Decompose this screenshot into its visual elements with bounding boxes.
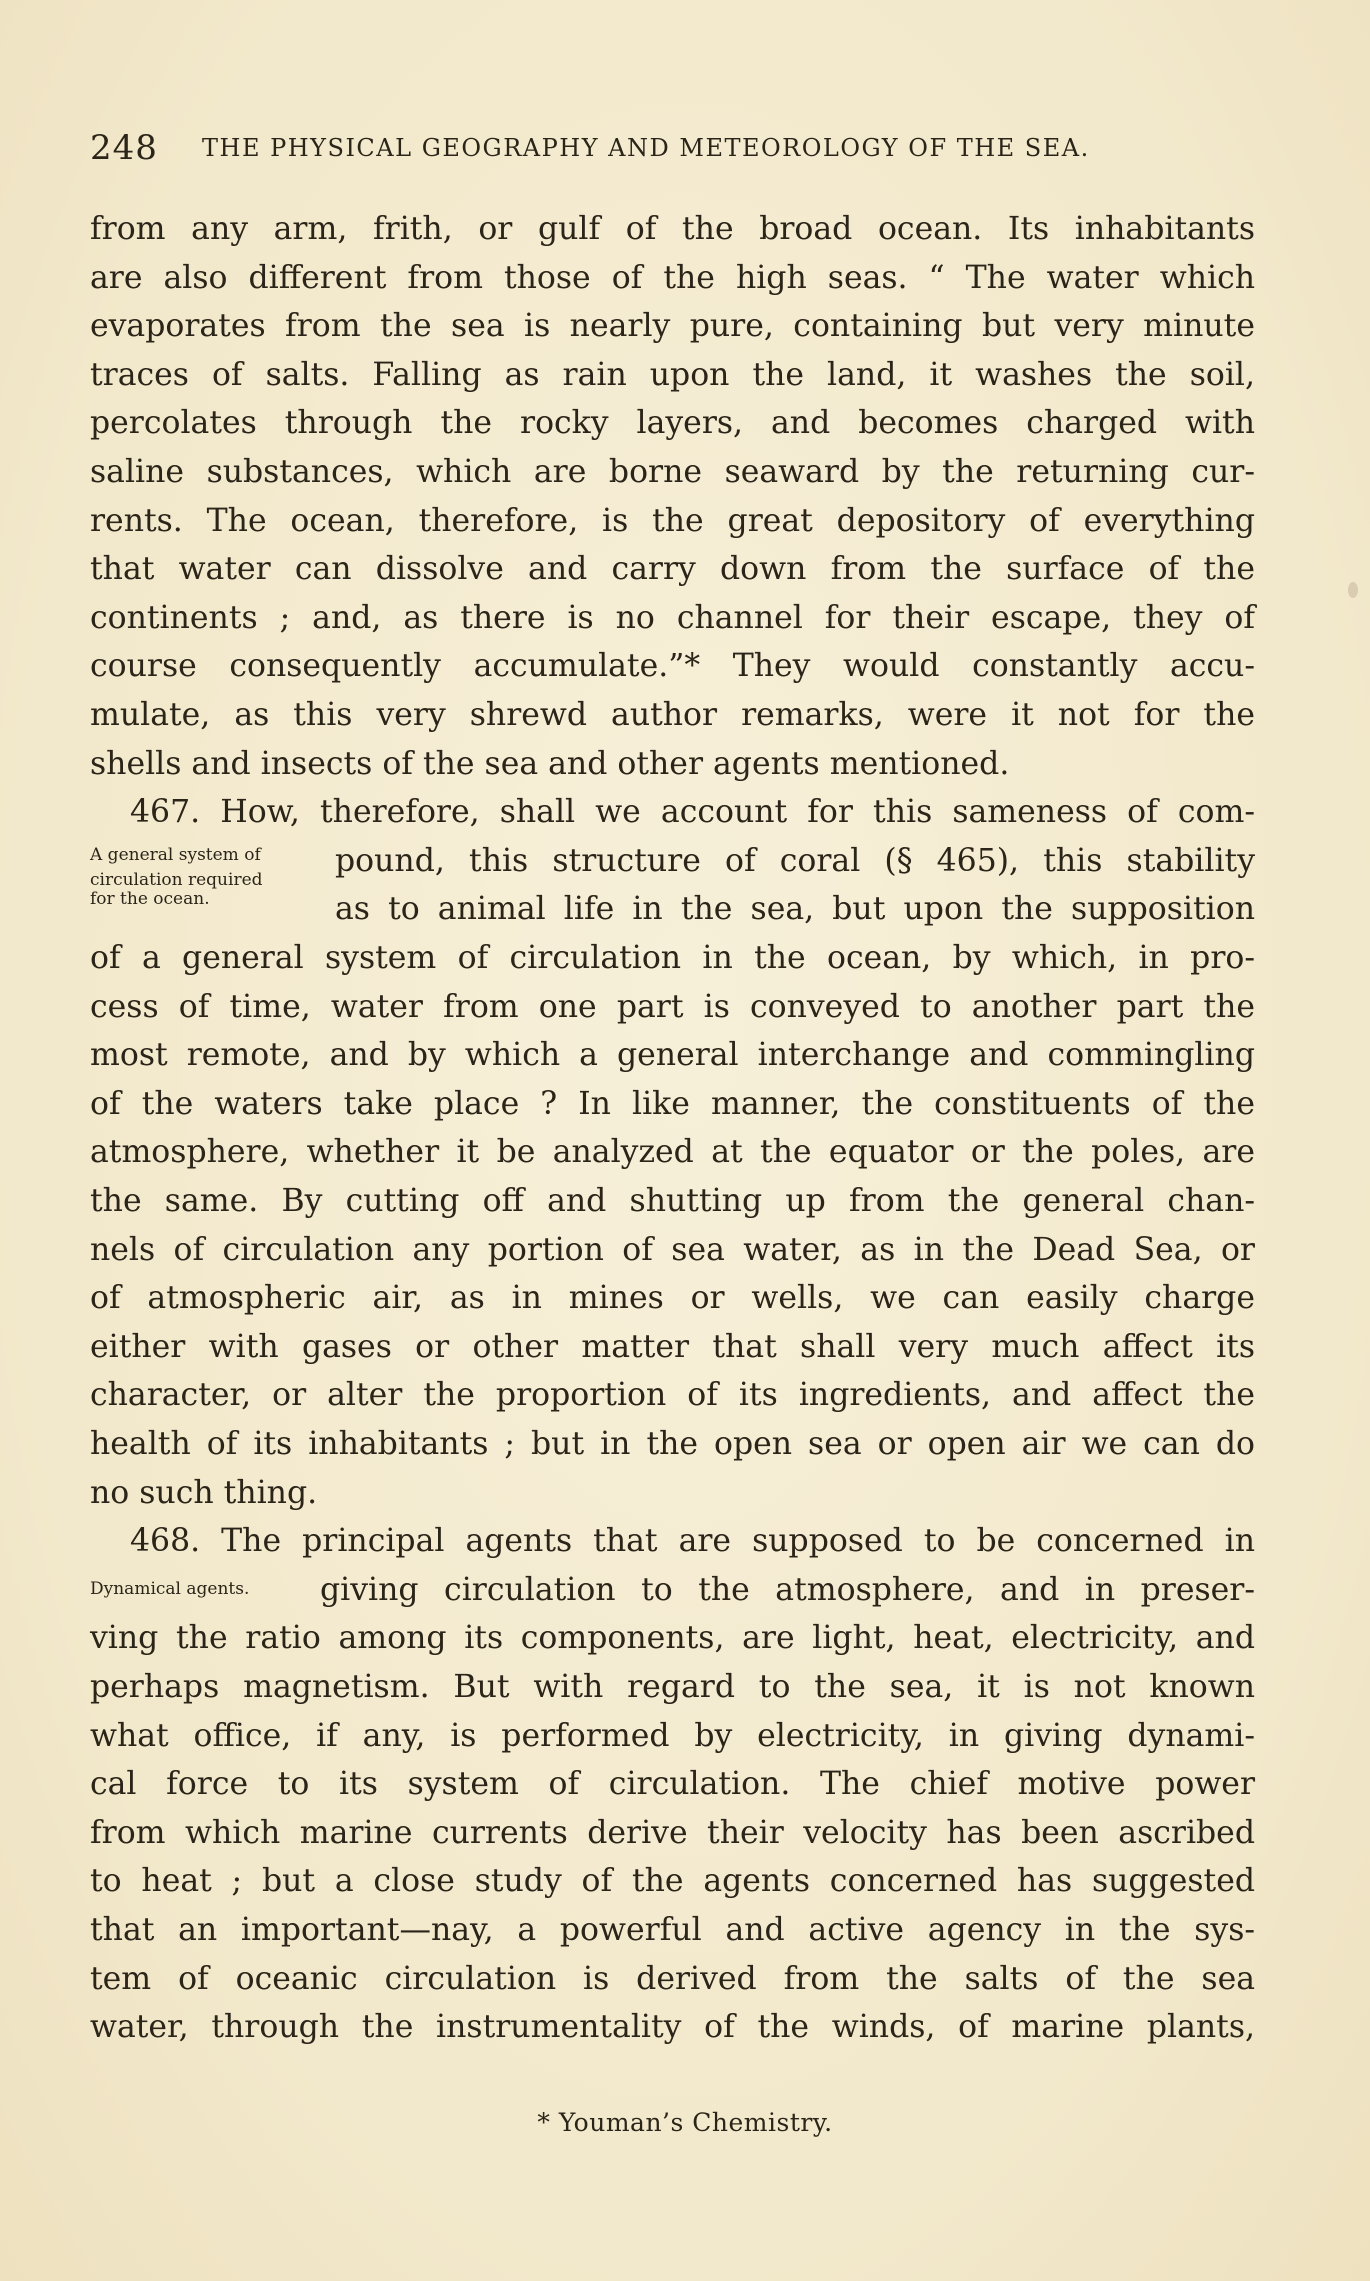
text-line: giving circulation to the atmosphere, and in preser-	[320, 1571, 1255, 1608]
footnote: * Youman’s Chemistry.	[537, 2108, 833, 2137]
text-line: are also different from those of the high seas. “ The water which	[90, 259, 1255, 296]
page-blemish	[1348, 582, 1358, 598]
text-line: to heat ; but a close study of the agents concerned has suggested	[90, 1863, 1255, 1900]
text-line: traces of salts. Falling as rain upon the land, it washes the soil,	[90, 356, 1255, 393]
text-line: tem of oceanic circulation is derived from the salts of the sea	[90, 1960, 1255, 1997]
page-number: 248	[90, 128, 158, 168]
margin-note: circulation required	[90, 870, 263, 890]
text-line: what office, if any, is performed by electricity, in giving dynami-	[90, 1717, 1255, 1754]
margin-note: Dynamical agents.	[90, 1579, 250, 1599]
text-line: shells and insects of the sea and other agents mentioned.	[90, 745, 1010, 782]
text-line: cess of time, water from one part is conveyed to another part the	[90, 988, 1255, 1025]
page-header	[90, 128, 1255, 168]
text-line: the same. By cutting off and shutting up from the general chan-	[90, 1183, 1255, 1219]
text-line: mulate, as this very shrewd author remarks, were it not for the	[90, 697, 1255, 733]
text-line: that water can dissolve and carry down from the surface of the	[90, 551, 1255, 588]
text-line: water, through the instrumentality of the winds, of marine plants,	[90, 2009, 1255, 2046]
text-line: perhaps magnetism. But with regard to the sea, it is not known	[90, 1669, 1255, 1705]
text-line: character, or alter the proportion of its ingredients, and affect the	[90, 1377, 1255, 1414]
margin-note: A general system of	[90, 845, 261, 865]
text-line: percolates through the rocky layers, and becomes charged with	[90, 405, 1255, 442]
text-line: that an important—nay, a powerful and active agency in the sys-	[90, 1912, 1255, 1948]
text-line: cal force to its system of circulation. The chief motive power	[90, 1766, 1255, 1803]
text-line: evaporates from the sea is nearly pure, containing but very minute	[90, 308, 1255, 345]
text-line: atmosphere, whether it be analyzed at the equator or the poles, are	[90, 1134, 1255, 1171]
paragraph-468-start: 468. The principal agents that are supposed to be concerned in	[130, 1523, 1255, 1560]
text-line: either with gases or other matter that shall very much affect its	[90, 1328, 1255, 1365]
text-line: pound, this structure of coral (§ 465), this stability	[335, 842, 1255, 879]
text-line: health of its inhabitants ; but in the open sea or open air we can do	[90, 1426, 1255, 1462]
text-line: of the waters take place ? In like manner, the constituents of the	[90, 1085, 1255, 1122]
text-line: of a general system of circulation in the ocean, by which, in pro-	[90, 940, 1255, 976]
text-line: rents. The ocean, therefore, is the great depository of everything	[90, 502, 1255, 539]
text-line: nels of circulation any portion of sea water, as in the Dead Sea, or	[90, 1231, 1255, 1268]
text-line: ving the ratio among its components, are light, heat, electricity, and	[90, 1620, 1255, 1657]
running-title: THE PHYSICAL GEOGRAPHY AND METEOROLOGY OF THE SEA.	[202, 134, 1090, 162]
text-line: from any arm, frith, or gulf of the broad ocean. Its inhabitants	[90, 211, 1255, 247]
text-line: from which marine currents derive their velocity has been ascribed	[90, 1814, 1255, 1851]
text-line: no such thing.	[90, 1474, 318, 1511]
paragraph-467-start: 467. How, therefore, shall we account for this sameness of com-	[130, 794, 1255, 831]
text-line: as to animal life in the sea, but upon the supposition	[335, 891, 1255, 928]
text-line: of atmospheric air, as in mines or wells, we can easily charge	[90, 1280, 1255, 1317]
text-line: course consequently accumulate.”* They would constantly accu-	[90, 648, 1255, 685]
text-line: continents ; and, as there is no channel for their escape, they of	[90, 599, 1255, 636]
text-line: saline substances, which are borne seaward by the returning cur-	[90, 454, 1255, 490]
text-line: most remote, and by which a general interchange and commingling	[90, 1037, 1255, 1074]
margin-note: for the ocean.	[90, 889, 210, 909]
